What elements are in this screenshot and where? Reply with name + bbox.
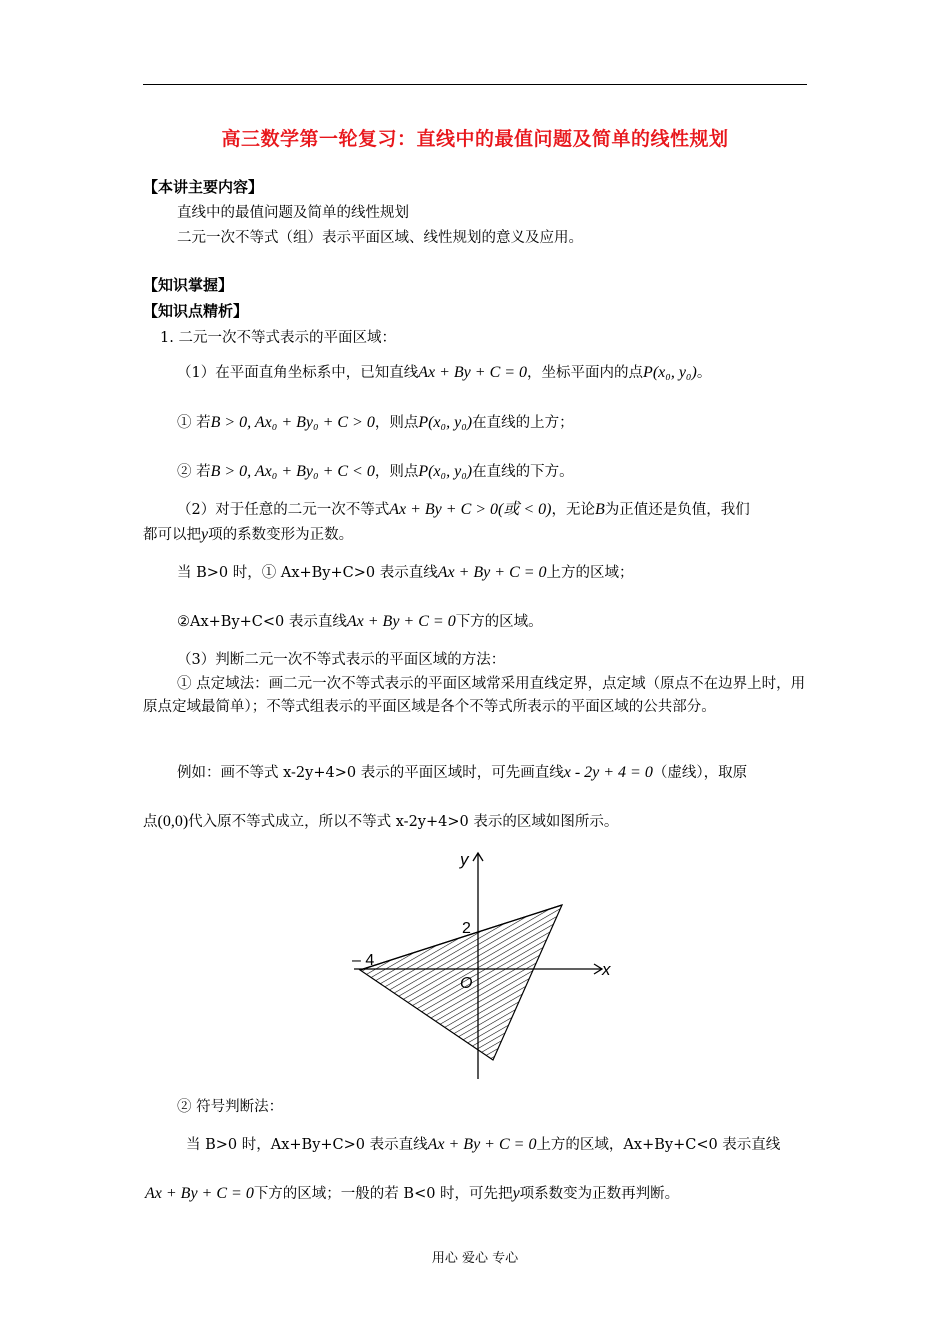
text: 。 <box>696 365 712 381</box>
paragraph-7 <box>177 763 747 783</box>
region-figure <box>340 845 630 1085</box>
y-axis-label: y <box>460 850 469 869</box>
text: ，无论 <box>551 502 596 518</box>
y-intercept-label: 2 <box>462 920 471 937</box>
formula-condition: B > 0, Ax₀ + By₀ + C < 0 <box>210 463 375 480</box>
text: 下方的区域；一般的若 B<0 时，可先把 <box>253 1186 513 1202</box>
text: 在直线的上方； <box>472 415 574 431</box>
paragraph-8 <box>143 812 618 832</box>
paragraph-3 <box>177 563 634 583</box>
text: ，坐标平面内的点 <box>527 365 644 381</box>
text: 例如：画不等式 x-2y+4>0 表示的平面区域时，可先画直线 <box>177 765 564 781</box>
origin-label: O <box>460 975 473 992</box>
text: ① 若 <box>177 415 211 431</box>
paragraph-4 <box>177 612 543 632</box>
x-intercept-label: – 4 <box>352 952 375 969</box>
text: ② 若 <box>177 464 211 480</box>
text: 项系数变为正数再判断。 <box>519 1186 680 1202</box>
formula-line-eq: Ax + By + C = 0 <box>145 1185 254 1202</box>
paragraph-2-line-1 <box>177 500 750 520</box>
text: 上方的区域，Ax+By+C<0 表示直线 <box>536 1137 781 1153</box>
formula-origin: (0,0) <box>157 813 189 830</box>
formula-B: B <box>595 501 605 518</box>
text: 点 <box>143 814 158 830</box>
text: 上方的区域； <box>546 565 634 581</box>
text: （2）对于任意的二元一次不等式 <box>177 502 390 518</box>
condition-2 <box>177 462 574 482</box>
formula-y: y <box>201 526 209 543</box>
text: （1）在平面直角坐标系中，已知直线 <box>177 365 419 381</box>
text: 下方的区域。 <box>455 614 543 630</box>
formula-condition: B > 0, Ax₀ + By₀ + C > 0 <box>210 414 375 431</box>
text: （虚线），取原 <box>652 765 748 781</box>
text: 项的系数变形为正数。 <box>208 527 354 543</box>
formula-line-eq: Ax + By + C = 0 <box>346 613 456 630</box>
text: 当 B>0 时，① Ax+By+C>0 表示直线 <box>177 565 438 581</box>
x-axis-label: x <box>602 960 611 979</box>
formula-line-eq: Ax + By + C = 0 <box>418 364 528 381</box>
paragraph-2-line-2 <box>143 525 353 545</box>
page-footer: 用心 爱心 专心 <box>431 1251 519 1266</box>
formula-y: y <box>512 1185 520 1202</box>
text: 代入原不等式成立，所以不等式 x-2y+4>0 表示的区域如图所示。 <box>188 814 619 830</box>
condition-1 <box>177 413 574 433</box>
section-heading-main-content: 【本讲主要内容】 <box>143 178 264 196</box>
text: ②Ax+By+C<0 表示直线 <box>177 614 347 630</box>
text: 在直线的下方。 <box>472 464 574 480</box>
text: ，则点 <box>374 415 419 431</box>
text: 为正值还是负值，我们 <box>604 502 750 518</box>
item-1-heading: 1. 二元一次不等式表示的平面区域： <box>160 330 396 346</box>
paragraph-11 <box>145 1184 679 1204</box>
content-line-2: 二元一次不等式（组）表示平面区域、线性规划的意义及应用。 <box>177 230 583 246</box>
text: 都可以把 <box>143 527 201 543</box>
formula-line-eq: x - 2y + 4 = 0 <box>563 764 653 781</box>
paragraph-5: （3）判断二元一次不等式表示的平面区域的方法： <box>177 652 506 668</box>
formula-line-eq: Ax + By + C = 0 <box>437 564 547 581</box>
formula-point: P(x₀, y₀) <box>418 414 473 431</box>
paragraph-6: ① 点定域法：画二元一次不等式表示的平面区域常采用直线定界，点定域（原点不在边界上时，用原点定域最简单）；不等式组表示的平面区域是各个不等式所表示的平面区域的公共部分。 <box>143 676 806 715</box>
header-rule <box>143 84 807 85</box>
text: ，则点 <box>374 464 419 480</box>
section-heading-knowledge: 【知识掌握】 <box>143 276 234 294</box>
paragraph-9: ② 符号判断法： <box>177 1099 284 1115</box>
formula-point: P(x₀, y₀) <box>643 364 697 381</box>
formula-line-eq: Ax + By + C = 0 <box>427 1136 537 1153</box>
section-subheading-points: 【知识点精析】 <box>143 302 249 320</box>
page-title: 高三数学第一轮复习：直线中的最值问题及简单的线性规划 <box>221 128 729 150</box>
content-line-1: 直线中的最值问题及简单的线性规划 <box>177 205 409 221</box>
paragraph-10 <box>186 1135 780 1155</box>
paragraph-1 <box>177 363 711 383</box>
formula-point: P(x₀, y₀) <box>418 463 473 480</box>
text: 当 B>0 时，Ax+By+C>0 表示直线 <box>186 1137 428 1153</box>
formula-inequality: Ax + By + C > 0(或 < 0) <box>389 501 552 518</box>
